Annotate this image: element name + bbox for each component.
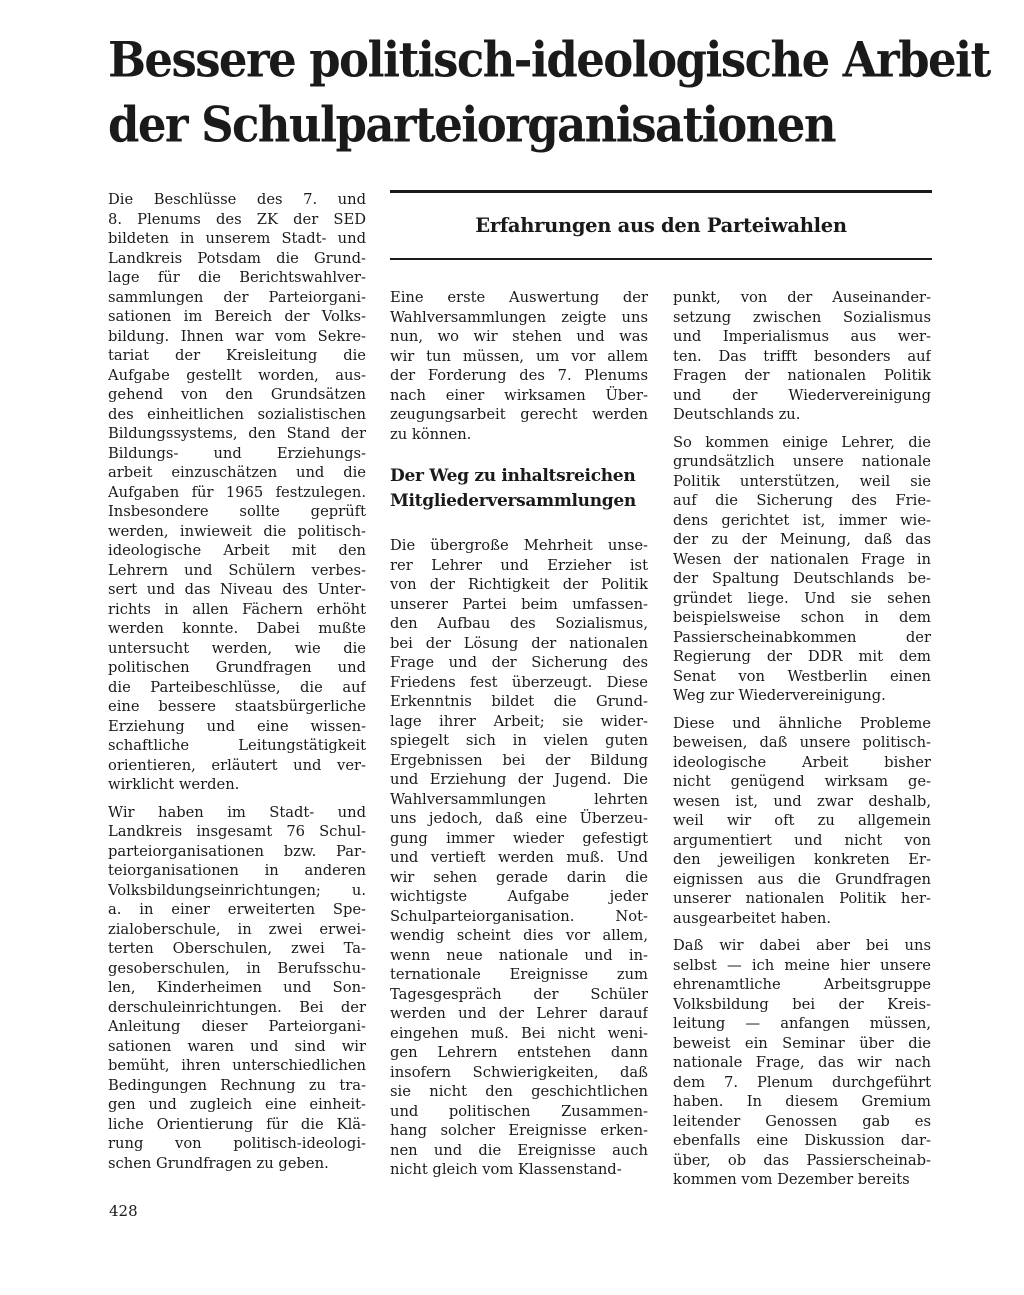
text-line: der Spaltung Deutschlands be-	[673, 570, 931, 587]
title-line: der Schulparteiorganisationen	[108, 96, 835, 154]
text-line: Deutschlands zu.	[673, 406, 801, 423]
text-line: zeugungsarbeit gerecht werden	[390, 406, 648, 423]
text-line: wenn neue nationale und in-	[390, 946, 648, 964]
text-line: der Forderung des 7. Plenums	[390, 367, 648, 384]
text-line: uns jedoch, daß eine Überzeu-	[390, 810, 648, 827]
text-line: wendig scheint dies vor allem,	[390, 927, 648, 944]
text-line: Aufgaben für 1965 festzulegen.	[108, 483, 366, 501]
text-line: Aufgabe gestellt worden, aus-	[108, 366, 366, 384]
text-line: bildung. Ihnen war vom Sekre-	[108, 327, 366, 345]
text-line: sert und das Niveau des Unter-	[108, 581, 366, 598]
text-line: wesen ist, und zwar deshalb,	[673, 792, 931, 810]
text-line: ternationale Ereignisse zum	[390, 966, 648, 983]
text-line: Bildungs- und Erziehungs-	[108, 444, 366, 462]
text-line: auf die Sicherung des Frie-	[673, 492, 931, 509]
text-line: insofern Schwierigkeiten, daß	[390, 1063, 648, 1081]
text-line: bemüht, ihren unterschiedlichen	[108, 1057, 366, 1074]
text-line: Friedens fest überzeugt. Diese	[390, 673, 648, 691]
text-line: Eine erste Auswertung der	[390, 289, 648, 306]
text-line: wir tun müssen, um vor allem	[390, 347, 648, 365]
text-line: wir sehen gerade darin die	[390, 868, 648, 886]
text-line: ideologische Arbeit bisher	[673, 753, 931, 771]
text-line: nun, wo wir stehen und was	[390, 328, 648, 345]
text-line: zu können.	[390, 425, 472, 443]
text-line: 8. Plenums des ZK der SED	[108, 210, 366, 228]
text-line: selbst — ich meine hier unsere	[673, 956, 931, 974]
text-line: kommen vom Dezember bereits	[673, 1171, 910, 1188]
paragraph	[390, 536, 648, 1180]
text-line: unserer Partei beim umfassen-	[390, 595, 648, 613]
text-line: den jeweiligen konkreten Er-	[673, 851, 931, 868]
paragraph	[673, 288, 931, 425]
text-line: und politischen Zusammen-	[390, 1102, 648, 1120]
text-line: hang solcher Ereignisse erken-	[390, 1122, 648, 1139]
text-column-middle	[390, 288, 648, 1180]
paragraph	[108, 803, 366, 1174]
paragraph	[673, 433, 931, 706]
text-line: leitender Genossen gab es	[673, 1112, 931, 1130]
text-line: untersucht werden, wie die	[108, 639, 366, 657]
text-line: Diese und ähnliche Probleme	[673, 714, 931, 732]
text-line: gesoberschulen, in Berufsschu-	[108, 959, 366, 977]
text-line: über, ob das Passierscheinab-	[673, 1151, 931, 1169]
text-line: sationen im Bereich der Volks-	[108, 308, 366, 325]
text-column-left	[108, 190, 366, 1173]
title-line: Bessere politisch-ideologische Arbeit	[108, 31, 990, 89]
text-line: terten Oberschulen, zwei Ta-	[108, 940, 366, 957]
text-line: Erkenntnis bildet die Grund-	[390, 693, 648, 710]
text-line: haben. In diesem Gremium	[673, 1093, 931, 1110]
text-line: teiorganisationen in anderen	[108, 862, 366, 879]
paragraph	[673, 936, 931, 1190]
paragraph	[108, 190, 366, 795]
text-line: der zu der Meinung, daß das	[673, 531, 931, 548]
text-line: des einheitlichen sozialistischen	[108, 405, 366, 423]
text-line: arbeit einzuschätzen und die	[108, 464, 366, 481]
text-line: und Erziehung der Jugend. Die	[390, 771, 648, 788]
text-line: lage für die Berichtswahlver-	[108, 269, 366, 286]
article-title	[108, 28, 988, 158]
text-line: schen Grundfragen zu geben.	[108, 1154, 329, 1172]
text-line: punkt, von der Auseinander-	[673, 289, 931, 306]
subheading	[390, 464, 648, 514]
page-number: 428	[109, 1202, 138, 1220]
text-line: leitung — anfangen müssen,	[673, 1015, 931, 1032]
text-line: nicht gleich vom Klassenstand-	[390, 1161, 622, 1178]
text-line: beweisen, daß unsere politisch-	[673, 734, 931, 751]
text-line: Landkreis Potsdam die Grund-	[108, 249, 366, 267]
text-line: von der Richtigkeit der Politik	[390, 576, 648, 593]
section-heading: Erfahrungen aus den Parteiwahlen	[475, 214, 847, 237]
text-line: dens gerichtet ist, immer wie-	[673, 511, 931, 529]
text-line: lage ihrer Arbeit; sie wider-	[390, 712, 648, 730]
text-line: Wahlversammlungen zeigte uns	[390, 308, 648, 326]
text-line: Die übergroße Mehrheit unse-	[390, 537, 648, 554]
text-line: eingehen muß. Bei nicht weni-	[390, 1024, 648, 1042]
text-line: gen Lehrern entstehen dann	[390, 1044, 648, 1061]
text-line: unserer nationalen Politik her-	[673, 890, 931, 907]
text-line: liche Orientierung für die Klä-	[108, 1115, 366, 1133]
text-line: Daß wir dabei aber bei uns	[673, 937, 931, 954]
text-line: Ergebnissen bei der Bildung	[390, 751, 648, 769]
text-line: gründet liege. Und sie sehen	[673, 589, 931, 607]
text-line: rung von politisch-ideologi-	[108, 1135, 366, 1152]
text-line: Fragen der nationalen Politik	[673, 367, 931, 384]
text-line: spiegelt sich in vielen guten	[390, 732, 648, 749]
text-line: Wahlversammlungen lehrten	[390, 790, 648, 808]
text-line: ausgearbeitet haben.	[673, 909, 832, 927]
text-line: zialoberschule, in zwei erwei-	[108, 920, 366, 938]
subheading-line: Der Weg zu inhaltsreichen	[390, 466, 636, 486]
text-line: Passierscheinabkommen der	[673, 628, 931, 646]
text-line: Frage und der Sicherung des	[390, 654, 648, 671]
text-line: sationen waren und sind wir	[108, 1037, 366, 1055]
text-line: und Imperialismus aus wer-	[673, 328, 931, 345]
text-line: Weg zur Wiedervereinigung.	[673, 687, 886, 704]
text-line: Wesen der nationalen Frage in	[673, 550, 931, 568]
text-line: nationale Frage, das wir nach	[673, 1054, 931, 1071]
text-column-right	[673, 288, 931, 1190]
text-line: werden, inwieweit die politisch-	[108, 522, 366, 540]
text-line: wirklicht werden.	[108, 776, 240, 793]
text-line: weil wir oft zu allgemein	[673, 812, 931, 829]
text-line: richts in allen Fächern erhöht	[108, 600, 366, 618]
text-line: orientieren, erläutert und ver-	[108, 756, 366, 774]
text-line: Anleitung dieser Parteiorgani-	[108, 1018, 366, 1035]
text-line: sie nicht den geschichtlichen	[390, 1083, 648, 1100]
text-line: politischen Grundfragen und	[108, 659, 366, 676]
text-line: Wir haben im Stadt- und	[108, 803, 366, 821]
paragraph	[673, 714, 931, 929]
text-line: Lehrern und Schülern verbes-	[108, 561, 366, 579]
text-line: ideologische Arbeit mit den	[108, 542, 366, 559]
text-line: bei der Lösung der nationalen	[390, 634, 648, 652]
text-line: beweist ein Seminar über die	[673, 1034, 931, 1052]
bottom-rule	[390, 258, 932, 260]
text-line: grundsätzlich unsere nationale	[673, 453, 931, 470]
text-line: Erziehung und eine wissen-	[108, 717, 366, 735]
text-line: Bedingungen Rechnung zu tra-	[108, 1076, 366, 1094]
text-line: schaftliche Leitungstätigkeit	[108, 737, 366, 754]
text-line: a. in einer erweiterten Spe-	[108, 901, 366, 918]
text-line: Volksbildungseinrichtungen; u.	[108, 881, 366, 899]
text-line: Landkreis insgesamt 76 Schul-	[108, 823, 366, 840]
text-line: den Aufbau des Sozialismus,	[390, 615, 648, 632]
text-line: und der Wiedervereinigung	[673, 386, 931, 404]
text-line: gung immer wieder gefestigt	[390, 829, 648, 847]
text-line: ten. Das trifft besonders auf	[673, 347, 931, 365]
text-line: bildeten in unserem Stadt- und	[108, 230, 366, 247]
text-line: argumentiert und nicht von	[673, 831, 931, 849]
text-line: beispielsweise schon in dem	[673, 609, 931, 626]
text-line: eignissen aus die Grundfragen	[673, 870, 931, 888]
text-line: wichtigste Aufgabe jeder	[390, 888, 648, 905]
text-line: Die Beschlüsse des 7. und	[108, 191, 366, 208]
text-line: Politik unterstützen, weil sie	[673, 472, 931, 490]
text-line: parteiorganisationen bzw. Par-	[108, 842, 366, 860]
text-line: gen und zugleich eine einheit-	[108, 1096, 366, 1113]
text-line: Regierung der DDR mit dem	[673, 648, 931, 665]
text-line: Tagesgespräch der Schüler	[390, 985, 648, 1003]
text-line: Volksbildung bei der Kreis-	[673, 995, 931, 1013]
text-line: tariat der Kreisleitung die	[108, 347, 366, 364]
text-line: nicht genügend wirksam ge-	[673, 773, 931, 790]
text-line: und vertieft werden muß. Und	[390, 849, 648, 866]
text-line: rer Lehrer und Erzieher ist	[390, 556, 648, 574]
text-line: werden konnte. Dabei mußte	[108, 620, 366, 637]
text-line: ebenfalls eine Diskussion dar-	[673, 1132, 931, 1149]
text-line: sammlungen der Parteiorgani-	[108, 288, 366, 306]
section-heading-box	[390, 190, 932, 260]
text-line: nach einer wirksamen Über-	[390, 386, 648, 404]
text-line: Senat von Westberlin einen	[673, 667, 931, 685]
text-line: So kommen einige Lehrer, die	[673, 433, 931, 451]
text-line: derschuleinrichtungen. Bei der	[108, 998, 366, 1016]
text-line: nen und die Ereignisse auch	[390, 1141, 648, 1159]
text-line: Schulparteiorganisation. Not-	[390, 907, 648, 925]
text-line: dem 7. Plenum durchgeführt	[673, 1073, 931, 1091]
text-line: werden und der Lehrer darauf	[390, 1005, 648, 1022]
subheading-line: Mitgliederversammlungen	[390, 491, 636, 511]
text-line: die Parteibeschlüsse, die auf	[108, 678, 366, 696]
text-line: Insbesondere sollte geprüft	[108, 503, 366, 520]
text-line: eine bessere staatsbürgerliche	[108, 698, 366, 715]
text-line: ehrenamtliche Arbeitsgruppe	[673, 976, 931, 993]
text-line: setzung zwischen Sozialismus	[673, 308, 931, 326]
text-line: len, Kinderheimen und Son-	[108, 979, 366, 996]
text-line: gehend von den Grundsätzen	[108, 386, 366, 403]
paragraph	[390, 288, 648, 444]
text-line: Bildungssystems, den Stand der	[108, 425, 366, 442]
